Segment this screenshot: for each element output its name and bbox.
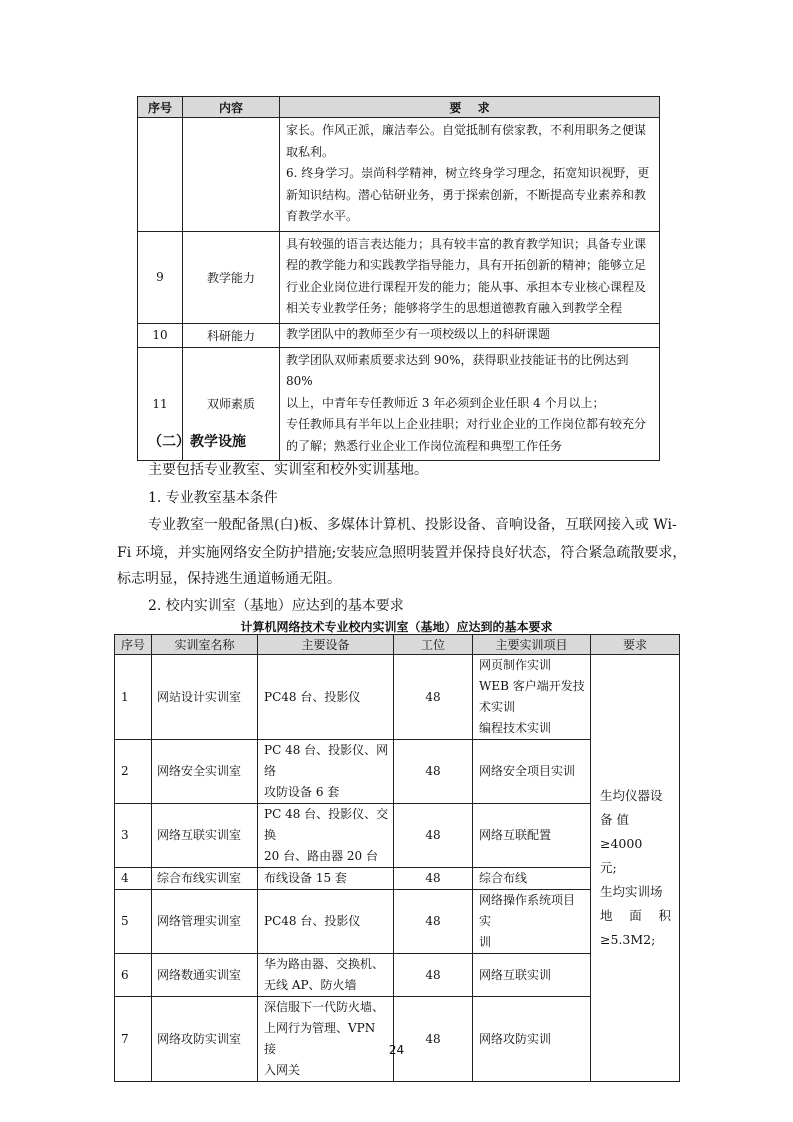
text-line: 网络攻防实训: [479, 1031, 552, 1046]
text-line: 元;: [600, 860, 617, 875]
table-row: [115, 655, 680, 740]
row-no: 7: [115, 997, 152, 1082]
lab-name: 网站设计实训室: [152, 655, 258, 740]
lab-stations: 48: [394, 740, 473, 804]
lab-equipment: [258, 804, 394, 868]
lab-requirement: [591, 655, 680, 1082]
header-no: 序号: [138, 97, 183, 118]
lab-name: 网络管理实训室: [152, 890, 258, 954]
text-line: 生均实训场: [600, 884, 663, 899]
text-line: 网络互联配置: [479, 828, 552, 842]
text-line: PC 48 台、投影仪、交换: [264, 807, 389, 842]
lab-stations: 48: [394, 868, 473, 890]
row-category: 教学能力: [183, 231, 280, 323]
lab-name: 网络攻防实训室: [152, 997, 258, 1082]
text-line: 上网行为管理、VPN 接: [264, 1021, 376, 1056]
header-no: 序号: [115, 635, 152, 655]
lab-projects: [473, 655, 591, 740]
text-line: 教学团队双师素质要求达到 90%，获得职业技能证书的比例达到 80%: [286, 352, 629, 388]
text-line: 无线 AP、防火墙: [264, 978, 357, 992]
paragraph-line: 标志明显，保持逃生通道畅通无阻。: [117, 571, 341, 587]
header-requirement: 要 求: [280, 97, 660, 118]
lab-stations: 48: [394, 890, 473, 954]
row-no: 3: [115, 804, 152, 868]
text-line: 编程技术实训: [479, 721, 552, 735]
text-line: 地 面 积: [600, 908, 671, 923]
text-line: 术实训: [479, 700, 516, 714]
lab-equipment: [258, 740, 394, 804]
text-line: 新知识结构。潜心钻研业务，勇于探索创新，不断提高专业素养和教: [286, 187, 647, 202]
text-line: WEB 客户端开发技: [479, 679, 585, 693]
text-line: 相关专业教学任务；能够将学生的思想道德教育融入到教学全程: [286, 301, 623, 315]
paragraph-line: Fi 环境，并实施网络安全防护措施;安装应急照明装置并保持良好状态，符合紧急疏散要求，: [117, 545, 687, 561]
text-line: 攻防设备 6 套: [264, 785, 340, 799]
text-line: PC48 台、投影仪: [264, 914, 361, 928]
row-no: 6: [115, 954, 152, 997]
lab-stations: 48: [394, 954, 473, 997]
text-line: 网络互联实训: [479, 967, 552, 982]
row-requirement: [280, 231, 660, 323]
table-caption: 计算机网络技术专业校内实训室（基地）应达到的基本要求: [240, 620, 553, 634]
teacher-requirements-table: [137, 96, 660, 461]
row-no: 5: [115, 890, 152, 954]
row-no: 1: [115, 655, 152, 740]
text-line: 以上，中青年专任教师近 3 年必须到企业任职 4 个月以上；: [286, 395, 605, 410]
table-header-row: [138, 97, 660, 118]
lab-name: 网络安全实训室: [152, 740, 258, 804]
lab-projects: [473, 868, 591, 890]
text-line: 网页制作实训: [479, 658, 552, 672]
text-line: 20 台、路由器 20 台: [264, 849, 378, 863]
text-line: 综合布线: [479, 871, 528, 885]
lab-equipment: [258, 954, 394, 997]
lab-projects: [473, 890, 591, 954]
text-line: 深信服下一代防火墙、: [264, 1000, 385, 1014]
table-header-row: [115, 635, 680, 655]
row-requirement: [280, 323, 660, 347]
text-line: 生均仪器设: [600, 788, 663, 803]
text-line: 行业企业岗位进行课程开发的能力；能从事、承担本专业核心课程及: [286, 279, 647, 294]
intro-paragraph: 主要包括专业教室、实训室和校外实训基地。: [148, 462, 428, 478]
lab-equipment: [258, 655, 394, 740]
lab-projects: [473, 954, 591, 997]
text-line: 入网关: [264, 1063, 301, 1077]
text-line: 网络安全项目实训: [479, 764, 576, 778]
lab-projects: [473, 804, 591, 868]
lab-projects: [473, 740, 591, 804]
text-line: 布线设备 15 套: [264, 871, 347, 885]
subheading-labs: 2. 校内实训室（基地）应达到的基本要求: [148, 598, 404, 614]
lab-name: 网络互联实训室: [152, 804, 258, 868]
text-line: 6. 终身学习。崇尚科学精神，树立终身学习理念，拓宽知识视野，更: [286, 166, 650, 180]
lab-equipment: [258, 868, 394, 890]
header-projects: 主要实训项目: [473, 635, 591, 655]
row-requirement: [280, 347, 660, 461]
row-no: 4: [115, 868, 152, 890]
text-line: 家长。作风正派，廉洁奉公。自觉抵制有偿家教，不利用职务之便谋: [286, 123, 647, 137]
text-line: 网络操作系统项目实: [479, 893, 576, 928]
text-line: 训: [479, 935, 492, 949]
text-line: 备 值 ≥4000: [600, 812, 643, 851]
header-requirement: 要求: [591, 635, 680, 655]
row-no: 10: [138, 323, 183, 347]
lab-name: 综合布线实训室: [152, 868, 258, 890]
text-line: 具有较强的语言表达能力；具有较丰富的教育教学知识；具备专业课: [286, 236, 647, 251]
subheading-classroom: 1. 专业教室基本条件: [148, 490, 278, 506]
text-line: 的了解；熟悉行业企业工作岗位流程和典型工作任务: [286, 438, 563, 453]
text-line: 程的教学能力和实践教学指导能力，具有开拓创新的精神；能够立足: [286, 258, 647, 272]
header-equipment: 主要设备: [258, 635, 394, 655]
row-category: 科研能力: [183, 323, 280, 347]
row-no: [138, 118, 183, 232]
header-name: 实训室名称: [152, 635, 258, 655]
text-line: 教学团队中的教师至少有一项校级以上的科研课题: [286, 326, 551, 341]
row-no: 2: [115, 740, 152, 804]
text-line: 育教学水平。: [286, 209, 359, 223]
row-requirement: [280, 118, 660, 232]
text-line: PC 48 台、投影仪、网络: [264, 743, 389, 778]
lab-projects: [473, 997, 591, 1082]
lab-stations: 48: [394, 804, 473, 868]
table-row: [138, 323, 660, 347]
header-content: 内容: [183, 97, 280, 118]
row-no: 11: [138, 347, 183, 461]
section-heading: （二）教学设施: [148, 434, 246, 450]
lab-requirements-table: [114, 634, 680, 1082]
row-category: 双师素质: [183, 347, 280, 461]
page-number: 24: [388, 1043, 405, 1057]
table-row: [138, 231, 660, 323]
lab-equipment: [258, 890, 394, 954]
lab-stations: 48: [394, 655, 473, 740]
table-row: [138, 118, 660, 232]
row-category: [183, 118, 280, 232]
paragraph-line: 专业教室一般配备黑(白)板、多媒体计算机、投影设备、音响设备，互联网接入或 Wi-: [148, 517, 677, 533]
text-line: 专任教师具有半年以上企业挂职；对行业企业的工作岗位都有较充分: [286, 417, 647, 431]
text-line: 华为路由器、交换机、: [264, 957, 385, 971]
text-line: PC48 台、投影仪: [264, 689, 361, 704]
row-no: 9: [138, 231, 183, 323]
lab-equipment: [258, 997, 394, 1082]
header-stations: 工位: [394, 635, 473, 655]
lab-stations: 48: [394, 997, 473, 1082]
text-line: 取私利。: [286, 144, 335, 159]
text-line: ≥5.3M2;: [600, 932, 656, 947]
lab-name: 网络数通实训室: [152, 954, 258, 997]
